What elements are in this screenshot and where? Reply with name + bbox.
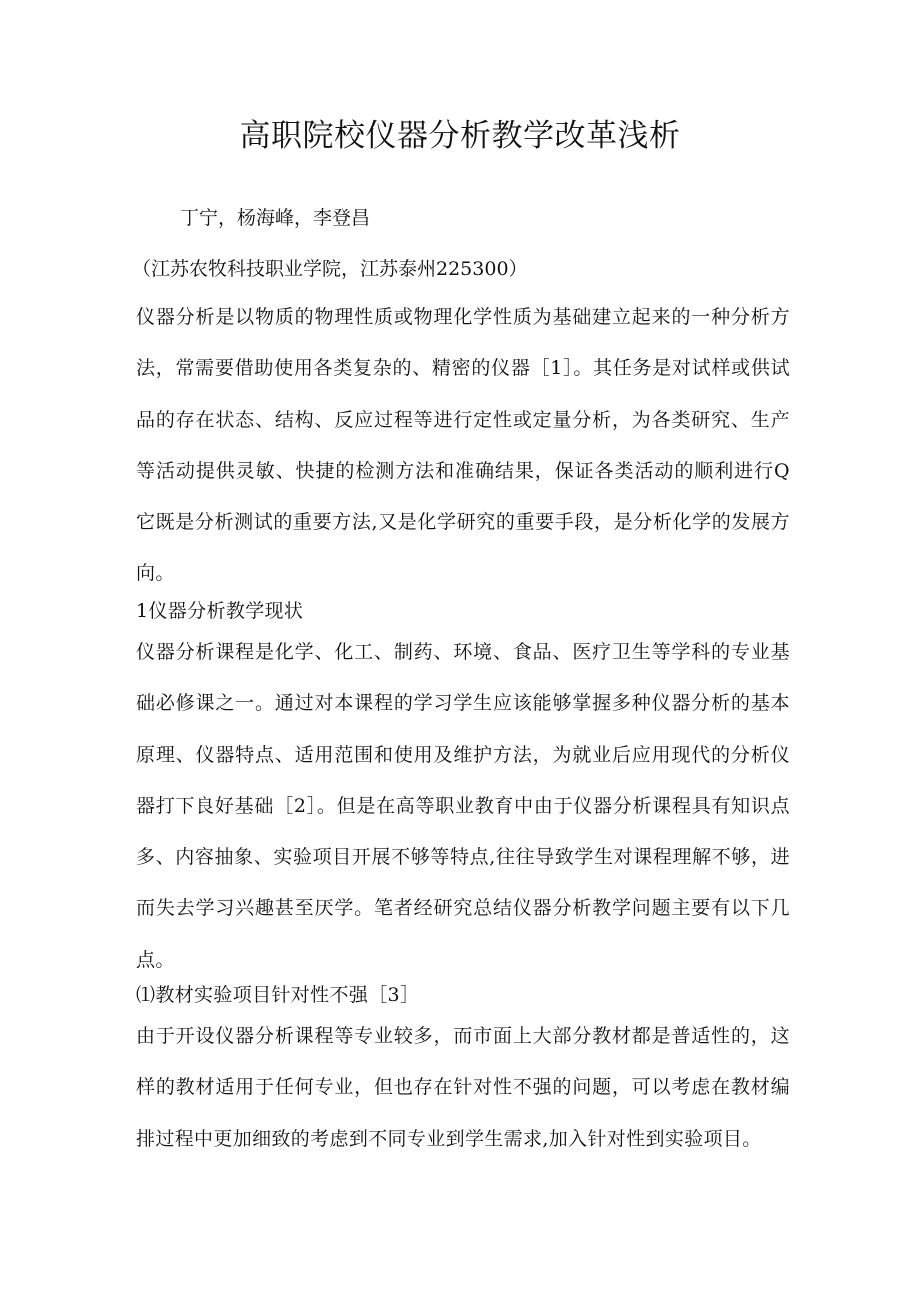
subsection-heading: ⑴教材实验项目针对性不强［3］ [136,984,420,1006]
section-paragraph: 仪器分析课程是化学、化工、制药、环境、食品、医疗卫生等学科的专业基础必修课之一。通过对本课程的学习学生应该能够掌握多种仪器分析的基本原理、仪器特点、适用范围和使用及维护方法，为就业后应用现代的分析仪器打下良好基础［2］。但是在高等职业教育中由于仪器分析课程具有知识点多、内容抽象、实验项目开展不够等特点,往往导致学生对课程理解不够，进而失去学习兴趣甚至厌学。笔者经研究总结仪器分析教学问题主要有以下几点。 [136,641,790,971]
author-list: 丁宁，杨海峰，李登昌 [180,207,371,229]
document-title: 高职院校仪器分析教学改革浅析 [239,118,681,154]
section-heading: 1仪器分析教学现状 [136,600,304,622]
intro-paragraph: 仪器分析是以物质的物理性质或物理化学性质为基础建立起来的一种分析方法，常需要借助使用各类复杂的、精密的仪器［1］。其任务是对试样或供试品的存在状态、结构、反应过程等进行定性或定量分析，为各类研究、生产等活动提供灵敏、快捷的检测方法和准确结果，保证各类活动的顺利进行Q它既是分析测试的重要方法,又是化学研究的重要手段，是分析化学的发展方向。 [136,306,790,585]
subsection-paragraph: 由于开设仪器分析课程等专业较多，而市面上大部分教材都是普适性的，这样的教材适用于任何专业，但也存在针对性不强的问题，可以考虑在教材编排过程中更加细致的考虑到不同专业到学生需求,加入针对性到实验项目。 [136,1025,790,1150]
author-affiliation: （江苏农牧科技职业学院，江苏泰州225300） [132,258,528,280]
